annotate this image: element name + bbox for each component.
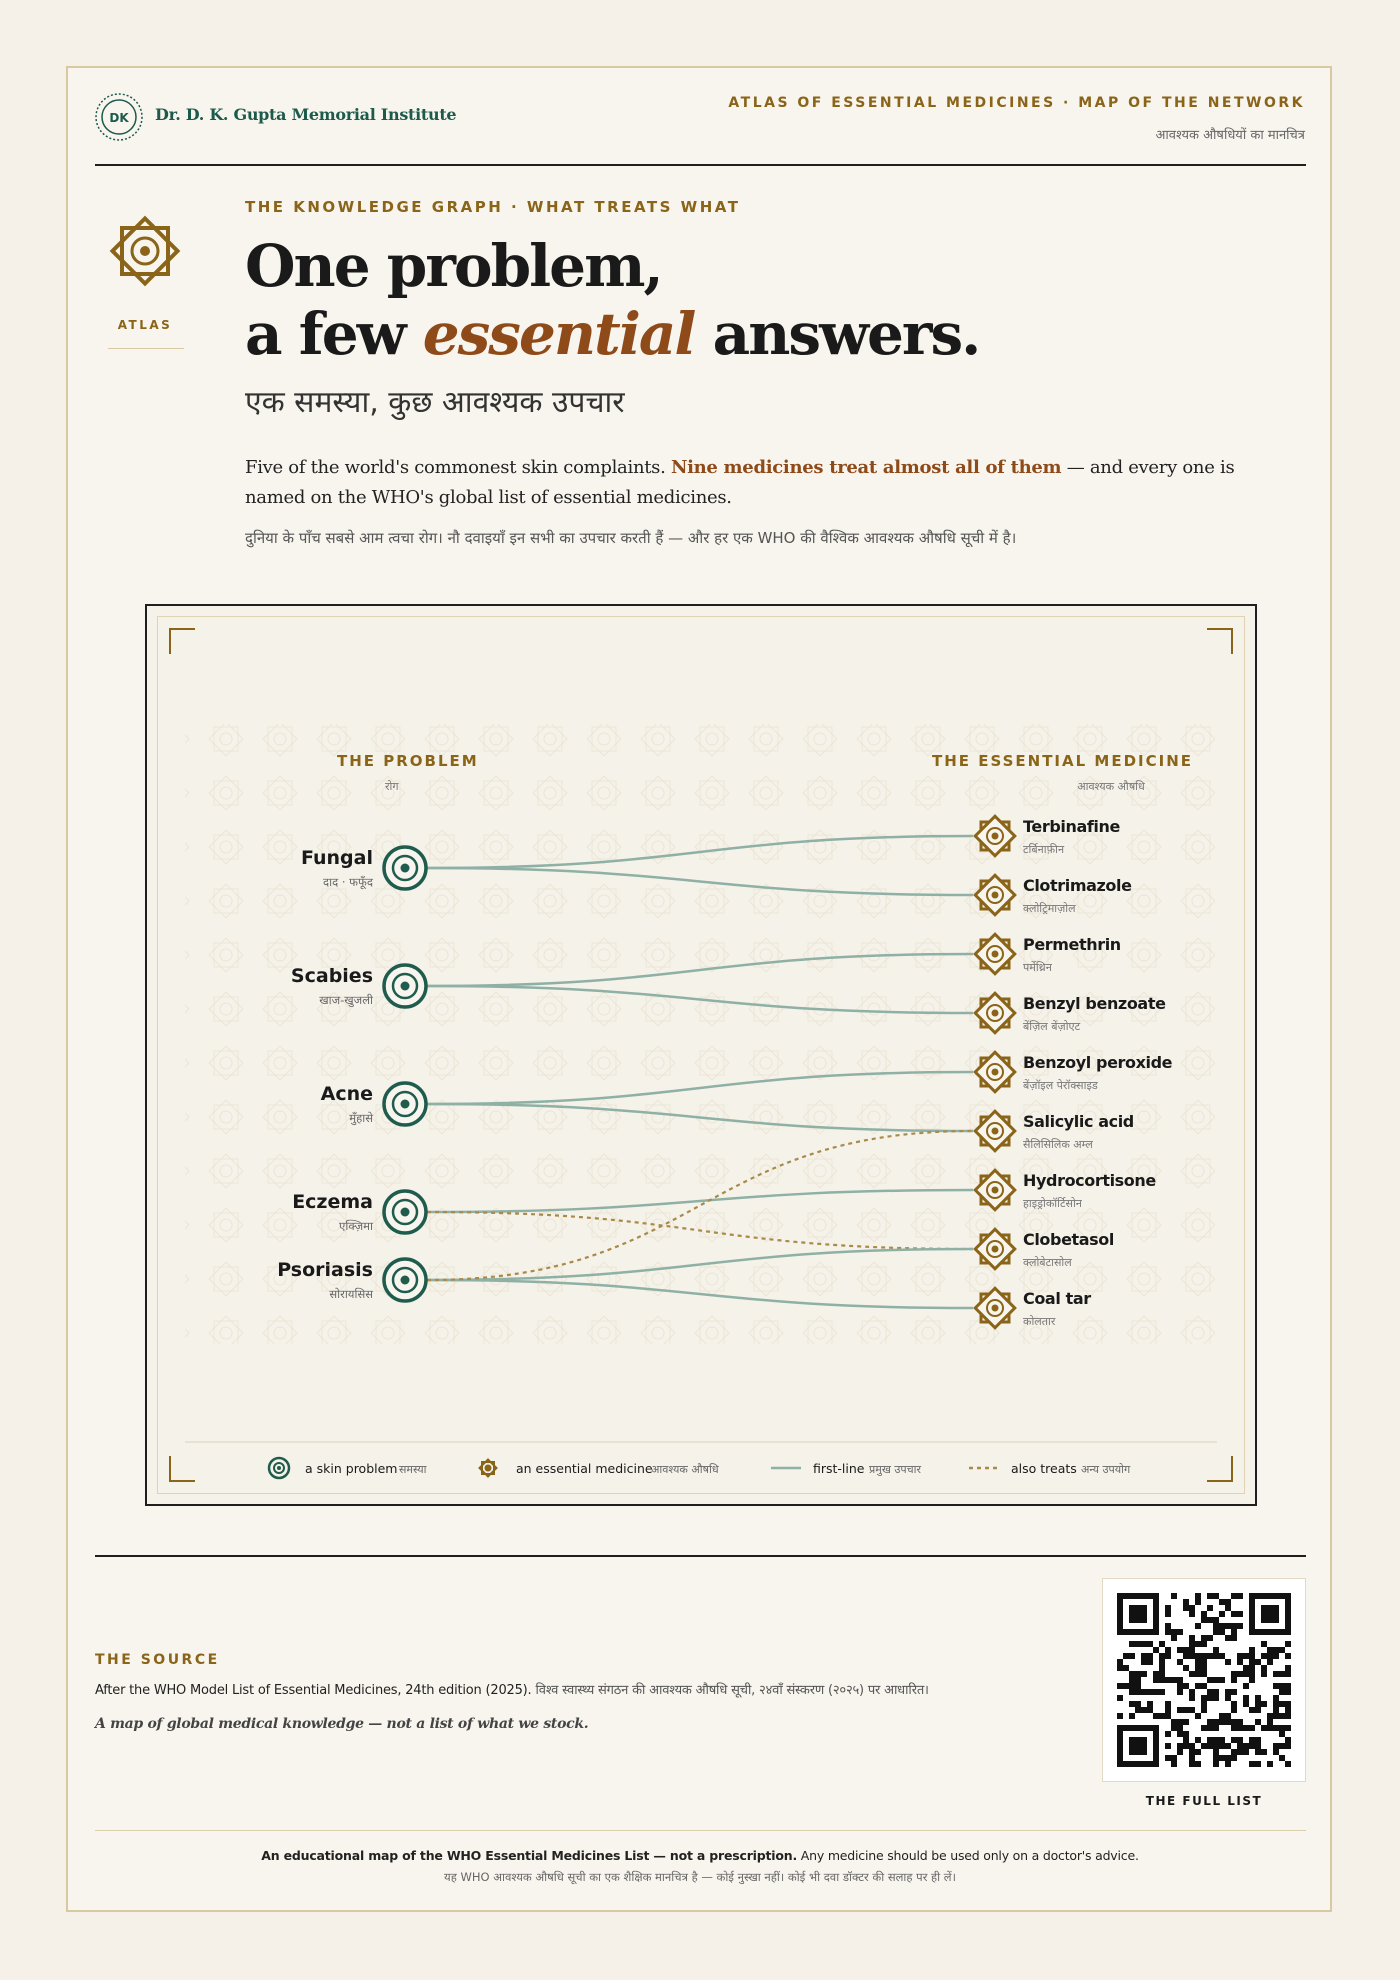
problem-heading: THE PROBLEM [337,752,479,770]
medicine-label-hindi: टर्बिनाफ़ीन [1023,843,1065,856]
medicine-label: Coal tar [1023,1289,1091,1308]
header-rule [95,164,1306,166]
knowledge-graph [145,604,1257,1506]
medicine-heading-hindi: आवश्यक औषधि [1077,780,1145,793]
atlas-label: ATLAS [117,318,173,332]
title-line-1: One problem, [245,232,662,300]
lead-highlight: Nine medicines treat almost all of them [670,457,1062,478]
lead-hindi: दुनिया के पाँच सबसे आम त्वचा रोग। नौ दवाइयाँ इन सभी का उपचार करती हैं — और हर एक WHO की वैश्विक आवश्यक औषधि सूची में है। [245,529,1017,547]
legend-also-label: also treats [1011,1461,1077,1476]
title-emphasis: essential [422,300,695,368]
medicine-label-hindi: बेंज़िल बेंज़ोएट [1023,1020,1081,1033]
problem-label: Acne [320,1083,373,1105]
footer-rule [95,1830,1306,1831]
source-text-hindi: विश्व स्वास्थ्य संगठन की आवश्यक औषधि सूची, २४वाँ संस्करण (२०२५) पर आधारित। [535,1683,929,1698]
problem-label: Scabies [290,965,373,987]
footer-disclaimer [0,1848,1400,1863]
qr-code-icon [1103,1579,1305,1781]
lead-post: — and every one is named on the WHO's global list of essential medicines. [245,457,1235,508]
footer-disclaimer-hindi: यह WHO आवश्यक औषधि सूची का एक शैक्षिक मानचित्र है — कोई नुस्खा नहीं। कोई भी दवा डॉक्टर की सलाह पर ही लें। [444,1870,956,1884]
legend-firstline-label: first-line [813,1461,865,1476]
legend-problem-label: a skin problem [305,1461,398,1476]
problem-label-hindi: दाद · फफूँद [323,875,373,889]
legend-medicine-icon [480,1460,497,1477]
footer-disclaimer-strong: An educational map of the WHO Essential Medicines List — not a prescription. [261,1848,798,1863]
footer-disclaimer-rest: Any medicine should be used only on a doctor's advice. [797,1848,1139,1863]
medicine-heading: THE ESSENTIAL MEDICINE [931,752,1193,770]
medicine-label-hindi: कोलतार [1023,1315,1056,1328]
legend-medicine-hindi: आवश्यक औषधि [651,1463,719,1476]
atlas-emblem-icon [100,206,190,296]
lead-paragraph [245,453,1255,513]
medicine-label-hindi: पर्मेथ्रिन [1023,961,1052,974]
source-heading: THE SOURCE [95,1652,220,1668]
problem-label-hindi: मुँहासे [349,1111,373,1125]
lead-pre: Five of the world's commonest skin complaints. [245,457,671,478]
medicine-label-hindi: बेंज़ॉइल पेरॉक्साइड [1023,1079,1098,1092]
problem-label: Eczema [292,1191,373,1213]
medicine-label-hindi: सैलिसिलिक अम्ल [1023,1138,1093,1151]
institute-logo [94,92,144,142]
medicine-label: Terbinafine [1023,817,1120,836]
problem-heading-hindi: रोग [385,780,399,793]
source-text [95,1680,929,1698]
title-line-2-pre: a few [245,300,423,368]
medicine-label: Benzoyl peroxide [1023,1053,1173,1072]
institute-name: Dr. D. K. Gupta Memorial Institute [155,105,457,124]
kicker: THE KNOWLEDGE GRAPH · WHAT TREATS WHAT [245,198,741,216]
legend-also-hindi: अन्य उपयोग [1081,1463,1131,1476]
title-hindi: एक समस्या, कुछ आवश्यक उपचार [245,385,625,420]
legend-firstline-hindi: प्रमुख उपचार [869,1463,921,1476]
medicine-label: Benzyl benzoate [1023,994,1166,1013]
series-title: ATLAS OF ESSENTIAL MEDICINES · MAP OF THE NETWORK [728,95,1305,111]
logo-text: DK [109,111,129,125]
medicine-label: Clotrimazole [1023,876,1132,895]
medicine-label-hindi: क्लोबेटासोल [1023,1256,1072,1269]
medicine-label-hindi: हाइड्रोकॉर्टिसोन [1023,1197,1082,1210]
legend-medicine-label: an essential medicine [516,1461,653,1476]
medicine-label-hindi: क्लोट्रिमाज़ोल [1023,902,1076,915]
source-rule [95,1555,1306,1557]
problem-label-hindi: सोरायसिस [329,1287,373,1301]
source-note: A map of global medical knowledge — not a list of what we stock. [95,1716,589,1732]
problem-label-hindi: एक्ज़िमा [339,1219,373,1233]
medicine-label: Salicylic acid [1023,1112,1134,1131]
page-title [245,232,979,368]
legend [269,1458,1131,1478]
qr-label: THE FULL LIST [1145,1794,1263,1808]
medicine-label: Permethrin [1023,935,1121,954]
legend-problem-icon [269,1458,289,1478]
qr-code[interactable] [1102,1578,1306,1782]
title-line-2-post: answers. [694,300,980,368]
problem-label: Fungal [300,847,373,869]
problem-label: Psoriasis [277,1259,373,1281]
series-title-hindi: आवश्यक औषधियों का मानचित्र [1155,128,1305,143]
atlas-rule [108,348,184,349]
source-text-en: After the WHO Model List of Essential Medicines, 24th edition (2025). [95,1683,532,1698]
problem-label-hindi: खाज-खुजली [319,993,373,1007]
legend-problem-hindi: समस्या [399,1463,427,1476]
medicine-label: Hydrocortisone [1023,1171,1156,1190]
medicine-label: Clobetasol [1023,1230,1114,1249]
